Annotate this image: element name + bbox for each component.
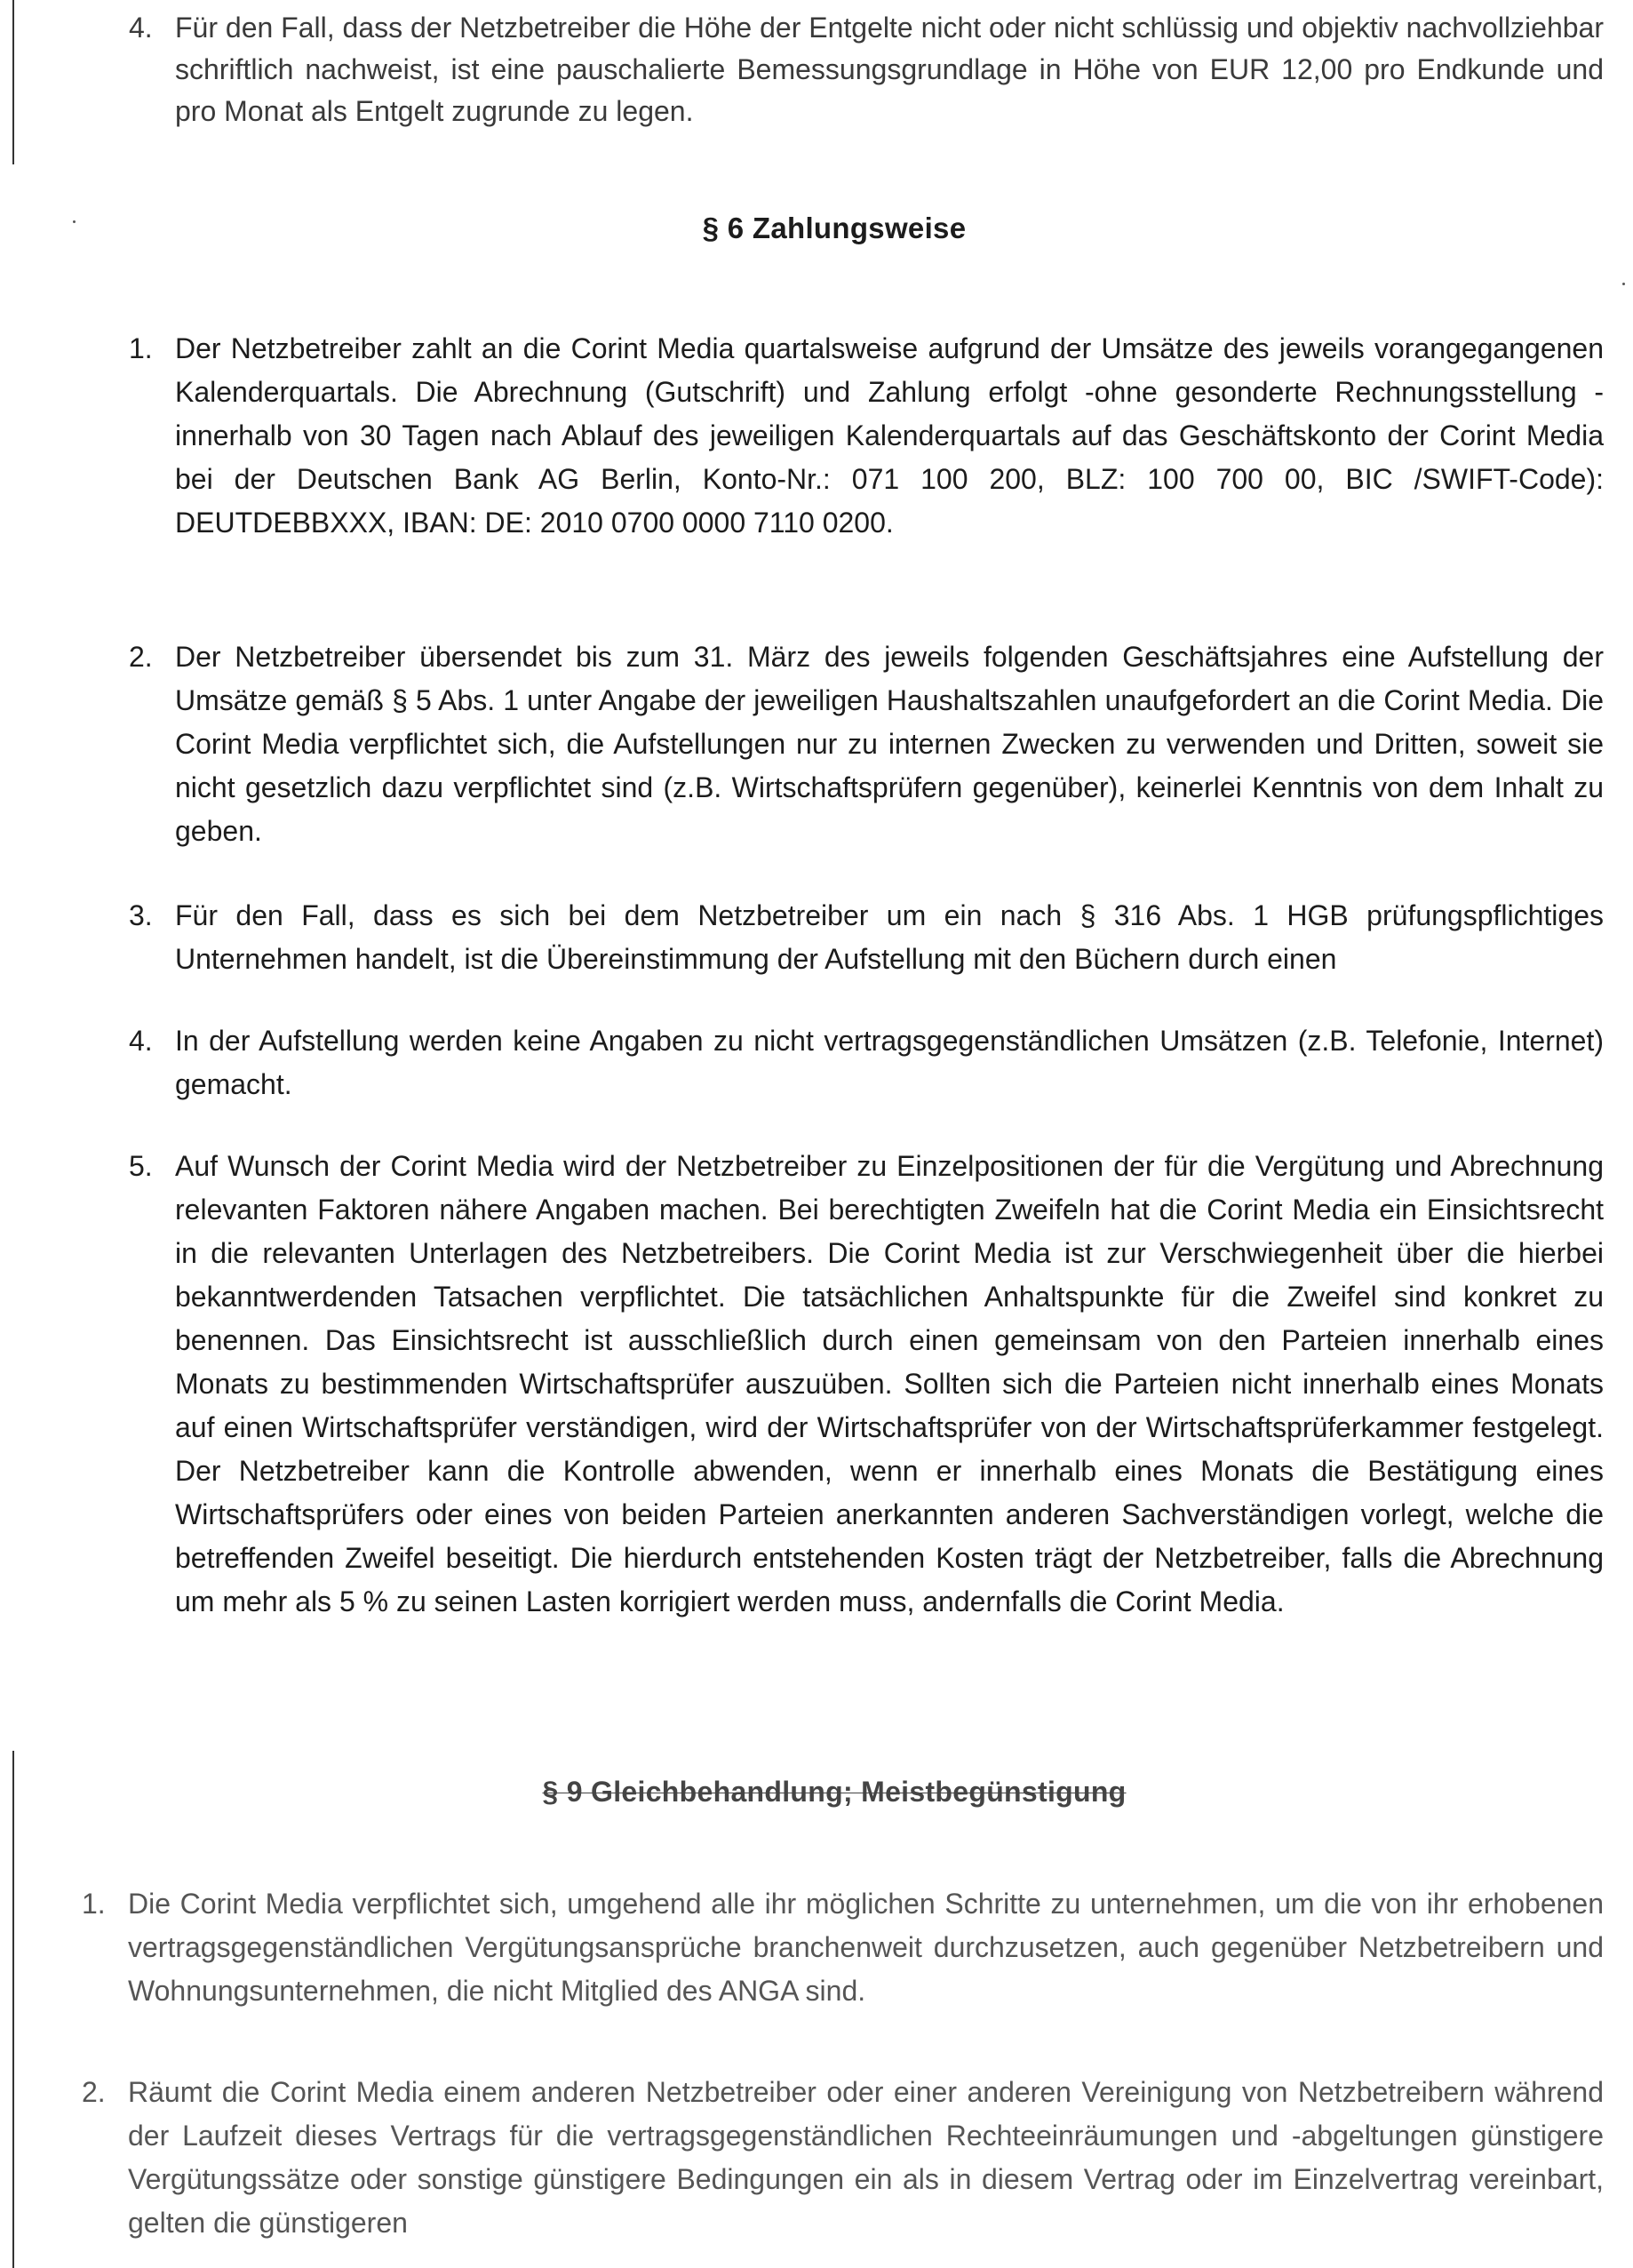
section-6-heading: § 6 Zahlungsweise — [702, 212, 967, 244]
change-bar-top — [12, 0, 14, 164]
item-text: Der Netzbetreiber übersendet bis zum 31. März des jeweils folgenden Geschäftsjahres eine Aufstellung der Umsätze gemäß § 5 Abs. 1 unter Angabe der jeweiligen Haushaltszahlen unaufgefordert an die Corint Media. Die Corint Media verpflichtet sich, die Aufstellungen nur zu internen Zwecken zu verwenden und Dritten, soweit sie nicht gesetzlich dazu verpflichtet sind (z.B. Wirtschaftsprüfern gegenüber), keinerlei Kenntnis von dem Inhalt zu geben. — [175, 641, 1604, 847]
item-text: Der Netzbetreiber zahlt an die Corint Media quartalsweise aufgrund der Umsätze des jeweils vorangegangenen Kalenderquartals. Die Abrechnung (Gutschrift) und Zahlung erfolgt -ohne gesonderte Rechnungsstellung - innerhalb von 30 Tagen nach Ablauf des jeweiligen Kalenderquartals auf das Geschäftskonto der Corint Media bei der Deutschen Bank AG Berlin, Konto-Nr.: 071 100 200, BLZ: 100 700 00, BIC /SWIFT-Code): DEUTDEBBXXX, IBAN: DE: 2010 0700 0000 7110 0200. — [175, 332, 1604, 539]
section-6-item-1 — [129, 327, 1604, 638]
section-9-item-1 — [82, 1882, 1604, 2016]
item-number: 3. — [129, 899, 153, 931]
change-bar-bottom — [12, 1751, 14, 2268]
item-text: In der Aufstellung werden keine Angaben zu nicht vertragsgegenständlichen Umsätzen (z.B. Telefonie, Internet) gemacht. — [175, 1025, 1604, 1100]
item-text: Die Corint Media verpflichtet sich, umgehend alle ihr möglichen Schritte zu unternehmen, um die von ihr erhobenen vertragsgegenständlichen Vergütungsansprüche branchenweit durchzusetzen, auch gegenüber Netzbetreibern und Wohnungsunternehmen, die nicht Mitglied des ANGA sind. — [128, 1888, 1604, 2007]
item-number: 4. — [129, 1025, 153, 1057]
item-number: 1. — [82, 1888, 106, 1920]
item-number: 5. — [129, 1150, 153, 1182]
section-6-item-5 — [129, 1145, 1604, 1678]
clause-text: Für den Fall, dass der Netzbetreiber die Höhe der Entgelte nicht oder nicht schlüssig und objektiv nachvollziehbar schriftlich nachweist, ist eine pauschalierte Bemessungsgrundlage in Höhe von EUR 12,00 pro Endkunde und pro Monat als Entgelt zugrunde zu legen. — [175, 12, 1604, 127]
item-text: Räumt die Corint Media einem anderen Netzbetreiber oder einer anderen Vereinigung von Netzbetreibern während der Laufzeit dieses Vertrags für die vertragsgegenständlichen Rechteeinräumungen und -abgeltungen günstigere Vergütungssätze oder sonstige günstigere Bedingungen ein als in diesem Vertrag oder im Einzelvertrag vereinbart, gelten die günstigeren — [128, 2076, 1604, 2239]
item-number: 2. — [129, 641, 153, 673]
scan-speck — [1622, 283, 1625, 285]
item-text: Für den Fall, dass es sich bei dem Netzbetreiber um ein nach § 316 Abs. 1 HGB prüfungspflichtiges Unternehmen handelt, ist die Übereinstimmung der Aufstellung mit den Büchern durch einen — [175, 899, 1604, 975]
section-9-item-2 — [82, 2071, 1604, 2266]
section-6-item-4 — [129, 1019, 1604, 1108]
clause-number: 4. — [129, 12, 153, 44]
section-6-item-3 — [129, 894, 1604, 983]
section-6-item-2 — [129, 635, 1604, 858]
item-number: 2. — [82, 2076, 106, 2108]
section-9-heading: § 9 Gleichbehandlung; Meistbegünstigung — [542, 1776, 1127, 1808]
item-number: 1. — [129, 332, 153, 364]
item-text: Auf Wunsch der Corint Media wird der Netzbetreiber zu Einzelpositionen der für die Vergütung und Abrechnung relevanten Faktoren nähere Angaben machen. Bei berechtigten Zweifeln hat die Corint Media ein Einsichtsrecht in die relevanten Unterlagen des Netzbetreibers. Die Corint Media ist zur Verschwiegenheit über die hierbei bekanntwerdenden Tatsachen verpflichtet. Die tatsächlichen Anhaltspunkte für die Zweifel sind konkret zu benennen. Das Einsichtsrecht ist ausschließlich durch einen gemeinsam von den Parteien innerhalb eines Monats zu bestimmenden Wirtschaftsprüfer auszuüben. Sollten sich die Parteien nicht innerhalb eines Monats auf einen Wirtschaftsprüfer verständigen, wird der Wirtschaftsprüfer von der Wirtschaftsprüferkammer festgelegt. Der Netzbetreiber kann die Kontrolle abwenden, wenn er innerhalb eines Monats die Bestätigung eines Wirtschaftsprüfers oder eines von beiden Parteien anerkannten anderen Sachverständigen vorlegt, welche die betreffenden Zweifel beseitigt. Die hierdurch entstehenden Kosten trägt der Netzbetreiber, falls die Abrechnung um mehr als 5 % zu seinen Lasten korrigiert werden muss, andernfalls die Corint Media. — [175, 1150, 1604, 1617]
